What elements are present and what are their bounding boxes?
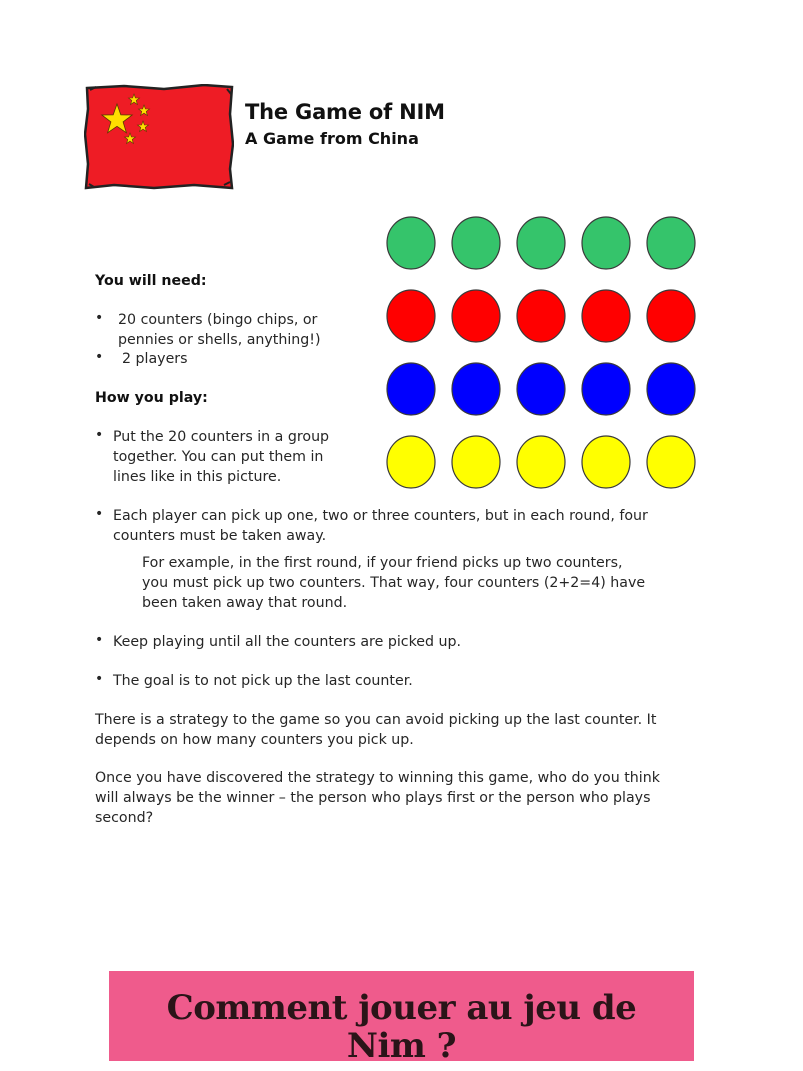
- red-counter: [647, 290, 695, 342]
- red-counter: [517, 290, 565, 342]
- bullet-dot: •: [95, 632, 104, 648]
- banner-title: Comment jouer au jeu de Nim ?: [166, 988, 637, 1066]
- yellow-counter: [517, 436, 565, 488]
- yellow-counter: [647, 436, 695, 488]
- bullet-dot: •: [95, 310, 104, 326]
- bullet-dot: •: [95, 506, 104, 522]
- yellow-counter: [582, 436, 630, 488]
- bullet-dot: •: [95, 671, 104, 687]
- yellow-counter: [452, 436, 500, 488]
- green-counter: [582, 217, 630, 269]
- need-heading: You will need:: [95, 273, 207, 289]
- green-counter: [517, 217, 565, 269]
- page-title: The Game of NIM: [245, 100, 445, 124]
- flag-field: [85, 85, 233, 188]
- blue-counter: [582, 363, 630, 415]
- blue-counter: [452, 363, 500, 415]
- bullet-dot: •: [95, 349, 104, 365]
- china-flag-image: [84, 84, 234, 190]
- need-item-counters: 20 counters (bingo chips, or pennies or shells, anything!): [118, 312, 321, 348]
- play-heading: How you play:: [95, 390, 208, 406]
- red-counter: [452, 290, 500, 342]
- play-example: For example, in the first round, if your friend picks up two counters, you must pick up two counters. That way, four counters (2+2=4) have been taken away that round.: [142, 555, 646, 611]
- blue-counter: [387, 363, 435, 415]
- red-counter: [387, 290, 435, 342]
- question-paragraph: Once you have discovered the strategy to winning this game, who do you think will always be the winner – the person who plays first or the person who plays second?: [95, 770, 660, 826]
- green-counter: [452, 217, 500, 269]
- bullet-dot: •: [95, 427, 104, 443]
- play-step-3: Keep playing until all the counters are picked up.: [113, 634, 462, 650]
- title-banner: [109, 971, 694, 1066]
- page-subtitle: A Game from China: [245, 129, 419, 148]
- play-step-2: Each player can pick up one, two or three counters, but in each round, four counters must be taken away.: [113, 508, 648, 544]
- green-counter: [387, 217, 435, 269]
- red-counter: [582, 290, 630, 342]
- strategy-paragraph: There is a strategy to the game so you can avoid picking up the last counter. It depends on how many counters you pick up.: [95, 712, 657, 748]
- play-step-1: Put the 20 counters in a group together. You can put them in lines like in this picture.: [113, 429, 330, 485]
- play-step-4: The goal is to not pick up the last counter.: [113, 673, 413, 689]
- need-item-players: 2 players: [122, 351, 188, 367]
- yellow-counter: [387, 436, 435, 488]
- blue-counter: [647, 363, 695, 415]
- blue-counter: [517, 363, 565, 415]
- green-counter: [647, 217, 695, 269]
- counters-picture: [385, 214, 699, 490]
